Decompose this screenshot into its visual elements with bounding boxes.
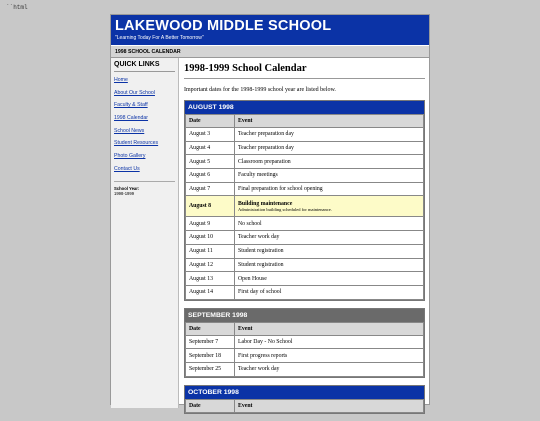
event-cell: Classroom preparation: [235, 155, 424, 169]
event-cell: Teacher preparation day: [235, 128, 424, 142]
date-cell: August 8: [186, 196, 235, 217]
sidebar-link-about[interactable]: About Our School: [114, 89, 155, 96]
table-header-row: [186, 322, 424, 335]
date-cell: September 7: [186, 335, 235, 349]
month-section: [184, 308, 425, 378]
date-cell: August 10: [186, 231, 235, 245]
event-cell: Labor Day - No School: [235, 335, 424, 349]
table-row: [186, 335, 424, 349]
calendar-table: [185, 114, 424, 300]
date-cell: August 4: [186, 141, 235, 155]
month-header: AUGUST 1998: [185, 101, 424, 114]
table-row: [186, 272, 424, 286]
table-row: [186, 169, 424, 183]
column-header-date: Date: [186, 399, 235, 412]
month-sections: [184, 100, 425, 414]
sidebar-link-calendar[interactable]: 1998 Calendar: [114, 115, 149, 122]
table-row: [186, 217, 424, 231]
sidebar: [111, 58, 179, 408]
table-header-row: [186, 115, 424, 128]
month-section: [184, 385, 425, 414]
column-header-event: Event: [235, 322, 424, 335]
month-header: OCTOBER 1998: [185, 386, 424, 399]
date-cell: August 9: [186, 217, 235, 231]
event-note: Administration building scheduled for maintenance.: [238, 206, 332, 212]
event-cell: Teacher preparation day: [235, 141, 424, 155]
event-title: Building maintenance: [238, 200, 293, 207]
column-header-date: Date: [186, 322, 235, 335]
event-cell: No school: [235, 217, 424, 231]
month-section: [184, 100, 425, 301]
table-row: [186, 244, 424, 258]
event-cell: Student registration: [235, 258, 424, 272]
table-row: [186, 196, 424, 217]
event-cell: Student registration: [235, 244, 424, 258]
table-row: [186, 141, 424, 155]
table-row: [186, 155, 424, 169]
page-title: 1998-1999 School Calendar: [184, 62, 425, 79]
date-cell: August 13: [186, 272, 235, 286]
date-cell: August 5: [186, 155, 235, 169]
column-header-date: Date: [186, 115, 235, 128]
table-row: [186, 182, 424, 196]
school-year-value: 1998-1999: [114, 190, 135, 196]
school-year-label: School Year:: [114, 185, 140, 191]
event-cell: Faculty meetings: [235, 169, 424, 183]
sidebar-heading: QUICK LINKS: [114, 61, 175, 72]
intro-text: Important dates for the 1998-1999 school year are listed below.: [184, 87, 336, 93]
date-cell: August 11: [186, 244, 235, 258]
page-container: [110, 14, 430, 409]
column-header-event: Event: [235, 115, 424, 128]
sidebar-link-gallery[interactable]: Photo Gallery: [114, 153, 146, 160]
table-header-row: [186, 399, 424, 412]
date-cell: August 14: [186, 285, 235, 299]
table-row: [186, 362, 424, 376]
date-cell: August 12: [186, 258, 235, 272]
date-cell: August 7: [186, 182, 235, 196]
date-cell: September 25: [186, 362, 235, 376]
sidebar-link-resources[interactable]: Student Resources: [114, 140, 159, 147]
event-cell: Teacher work day: [235, 362, 424, 376]
event-cell: First day of school: [235, 285, 424, 299]
sidebar-link-faculty[interactable]: Faculty & Staff: [114, 102, 148, 109]
event-cell: Teacher work day: [235, 231, 424, 245]
column-header-event: Event: [235, 399, 424, 412]
table-row: [186, 258, 424, 272]
stray-code-fence-text: ``html: [6, 4, 28, 11]
site-tagline: "Learning Today For A Better Tomorrow": [115, 35, 204, 41]
sidebar-link-contact[interactable]: Contact Us: [114, 165, 140, 172]
main-content: [179, 58, 429, 421]
table-row: [186, 285, 424, 299]
sidebar-link-home[interactable]: Home: [114, 77, 128, 83]
breadcrumb: 1998 SCHOOL CALENDAR: [111, 45, 429, 58]
calendar-table: [185, 322, 424, 377]
date-cell: August 6: [186, 169, 235, 183]
event-cell: Final preparation for school opening: [235, 182, 424, 196]
sidebar-link-news[interactable]: School News: [114, 127, 145, 134]
event-cell: Open House: [235, 272, 424, 286]
date-cell: August 3: [186, 128, 235, 142]
site-title: LAKEWOOD MIDDLE SCHOOL: [115, 18, 332, 34]
month-header: SEPTEMBER 1998: [185, 309, 424, 322]
site-banner: [111, 15, 429, 45]
table-row: [186, 349, 424, 363]
date-cell: September 18: [186, 349, 235, 363]
table-row: [186, 128, 424, 142]
calendar-table: [185, 399, 424, 413]
event-cell: First progress reports: [235, 349, 424, 363]
sidebar-divider: [114, 181, 175, 182]
table-row: [186, 231, 424, 245]
event-cell: [235, 196, 424, 217]
